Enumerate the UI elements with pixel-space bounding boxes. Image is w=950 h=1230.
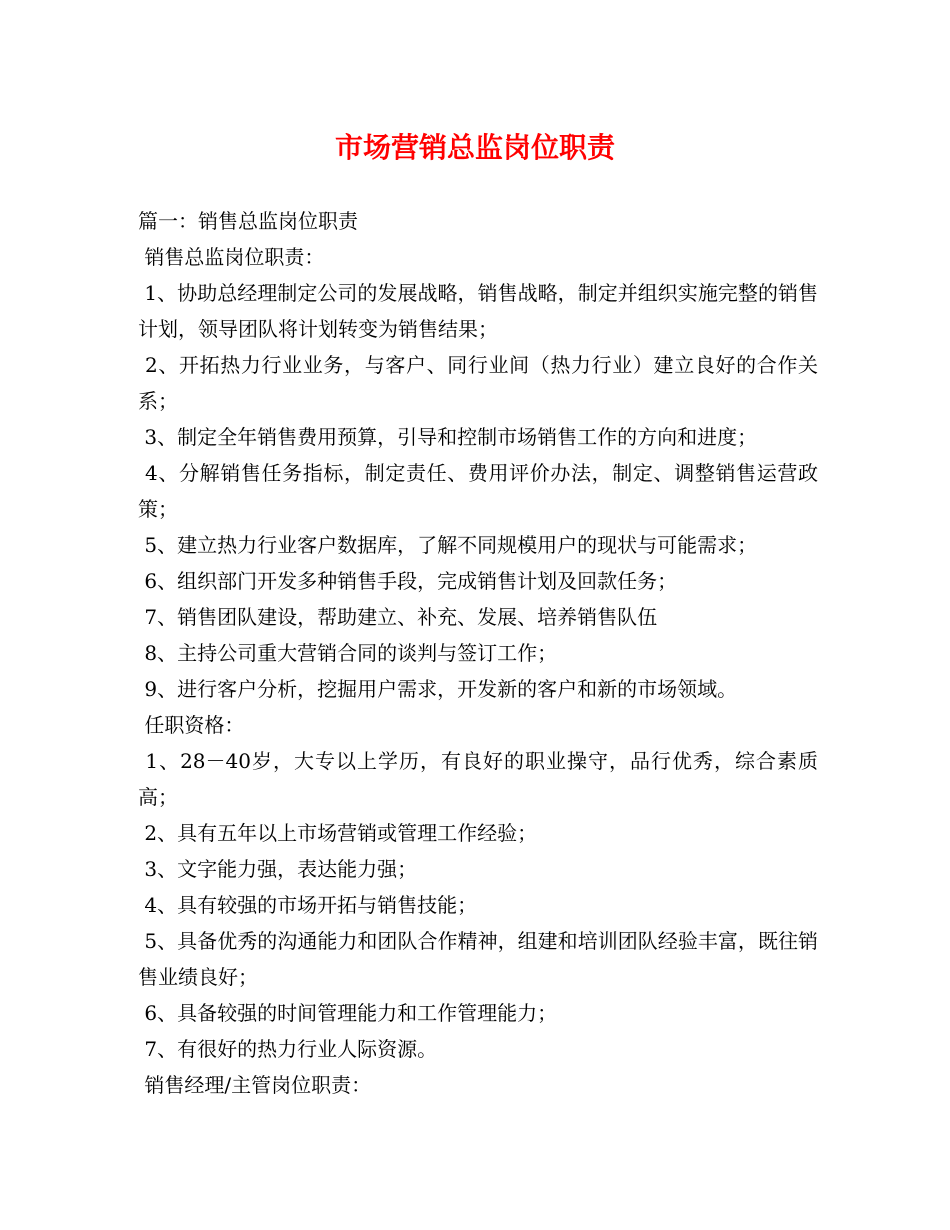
- duty-item-1: 1、协助总经理制定公司的发展战略，销售战略，制定并组织实施完整的销售计划，领导团队将计划转变为销售结果；: [138, 281, 818, 341]
- qualification-item-5: 5、具备优秀的沟通能力和团队合作精神，组建和培训团队经验丰富，既往销售业绩良好；: [138, 929, 818, 989]
- duty-item-9: 9、进行客户分析，挖掘用户需求，开发新的客户和新的市场领域。: [138, 677, 738, 701]
- qualification-item-2: 2、具有五年以上市场营销或管理工作经验；: [138, 821, 538, 845]
- duty-item-8: 8、主持公司重大营销合同的谈判与签订工作；: [138, 641, 558, 665]
- document-title: 市场营销总监岗位职责: [334, 131, 615, 164]
- qualification-item-4: 4、具有较强的市场开拓与销售技能；: [138, 893, 478, 917]
- qualification-item-6: 6、具备较强的时间管理能力和工作管理能力；: [138, 1001, 558, 1025]
- document-body: [138, 203, 818, 1103]
- duty-item-4: 4、分解销售任务指标，制定责任、费用评价办法，制定、调整销售运营政策；: [138, 461, 818, 521]
- duty-item-6: 6、组织部门开发多种销售手段，完成销售计划及回款任务；: [138, 569, 678, 593]
- duty-item-3: 3、制定全年销售费用预算，引导和控制市场销售工作的方向和进度；: [138, 425, 758, 449]
- subsection-heading: 销售总监岗位职责：: [138, 245, 325, 269]
- qualification-item-7: 7、有很好的热力行业人际资源。: [138, 1037, 438, 1061]
- duty-item-5: 5、建立热力行业客户数据库，了解不同规模用户的现状与可能需求；: [138, 533, 758, 557]
- duty-item-7: 7、销售团队建设，帮助建立、补充、发展、培养销售队伍: [138, 605, 658, 629]
- qualification-item-1: 1、28－40岁，大专以上学历，有良好的职业操守，品行优秀，综合素质高；: [138, 749, 818, 809]
- duty-item-2: 2、开拓热力行业业务，与客户、同行业间（热力行业）建立良好的合作关系；: [138, 353, 818, 413]
- qualifications-heading: 任职资格：: [138, 713, 245, 737]
- section-heading: 篇一：销售总监岗位职责: [138, 209, 358, 233]
- qualification-item-3: 3、文字能力强，表达能力强；: [138, 857, 418, 881]
- subsection-heading-manager: 销售经理/主管岗位职责：: [138, 1073, 372, 1097]
